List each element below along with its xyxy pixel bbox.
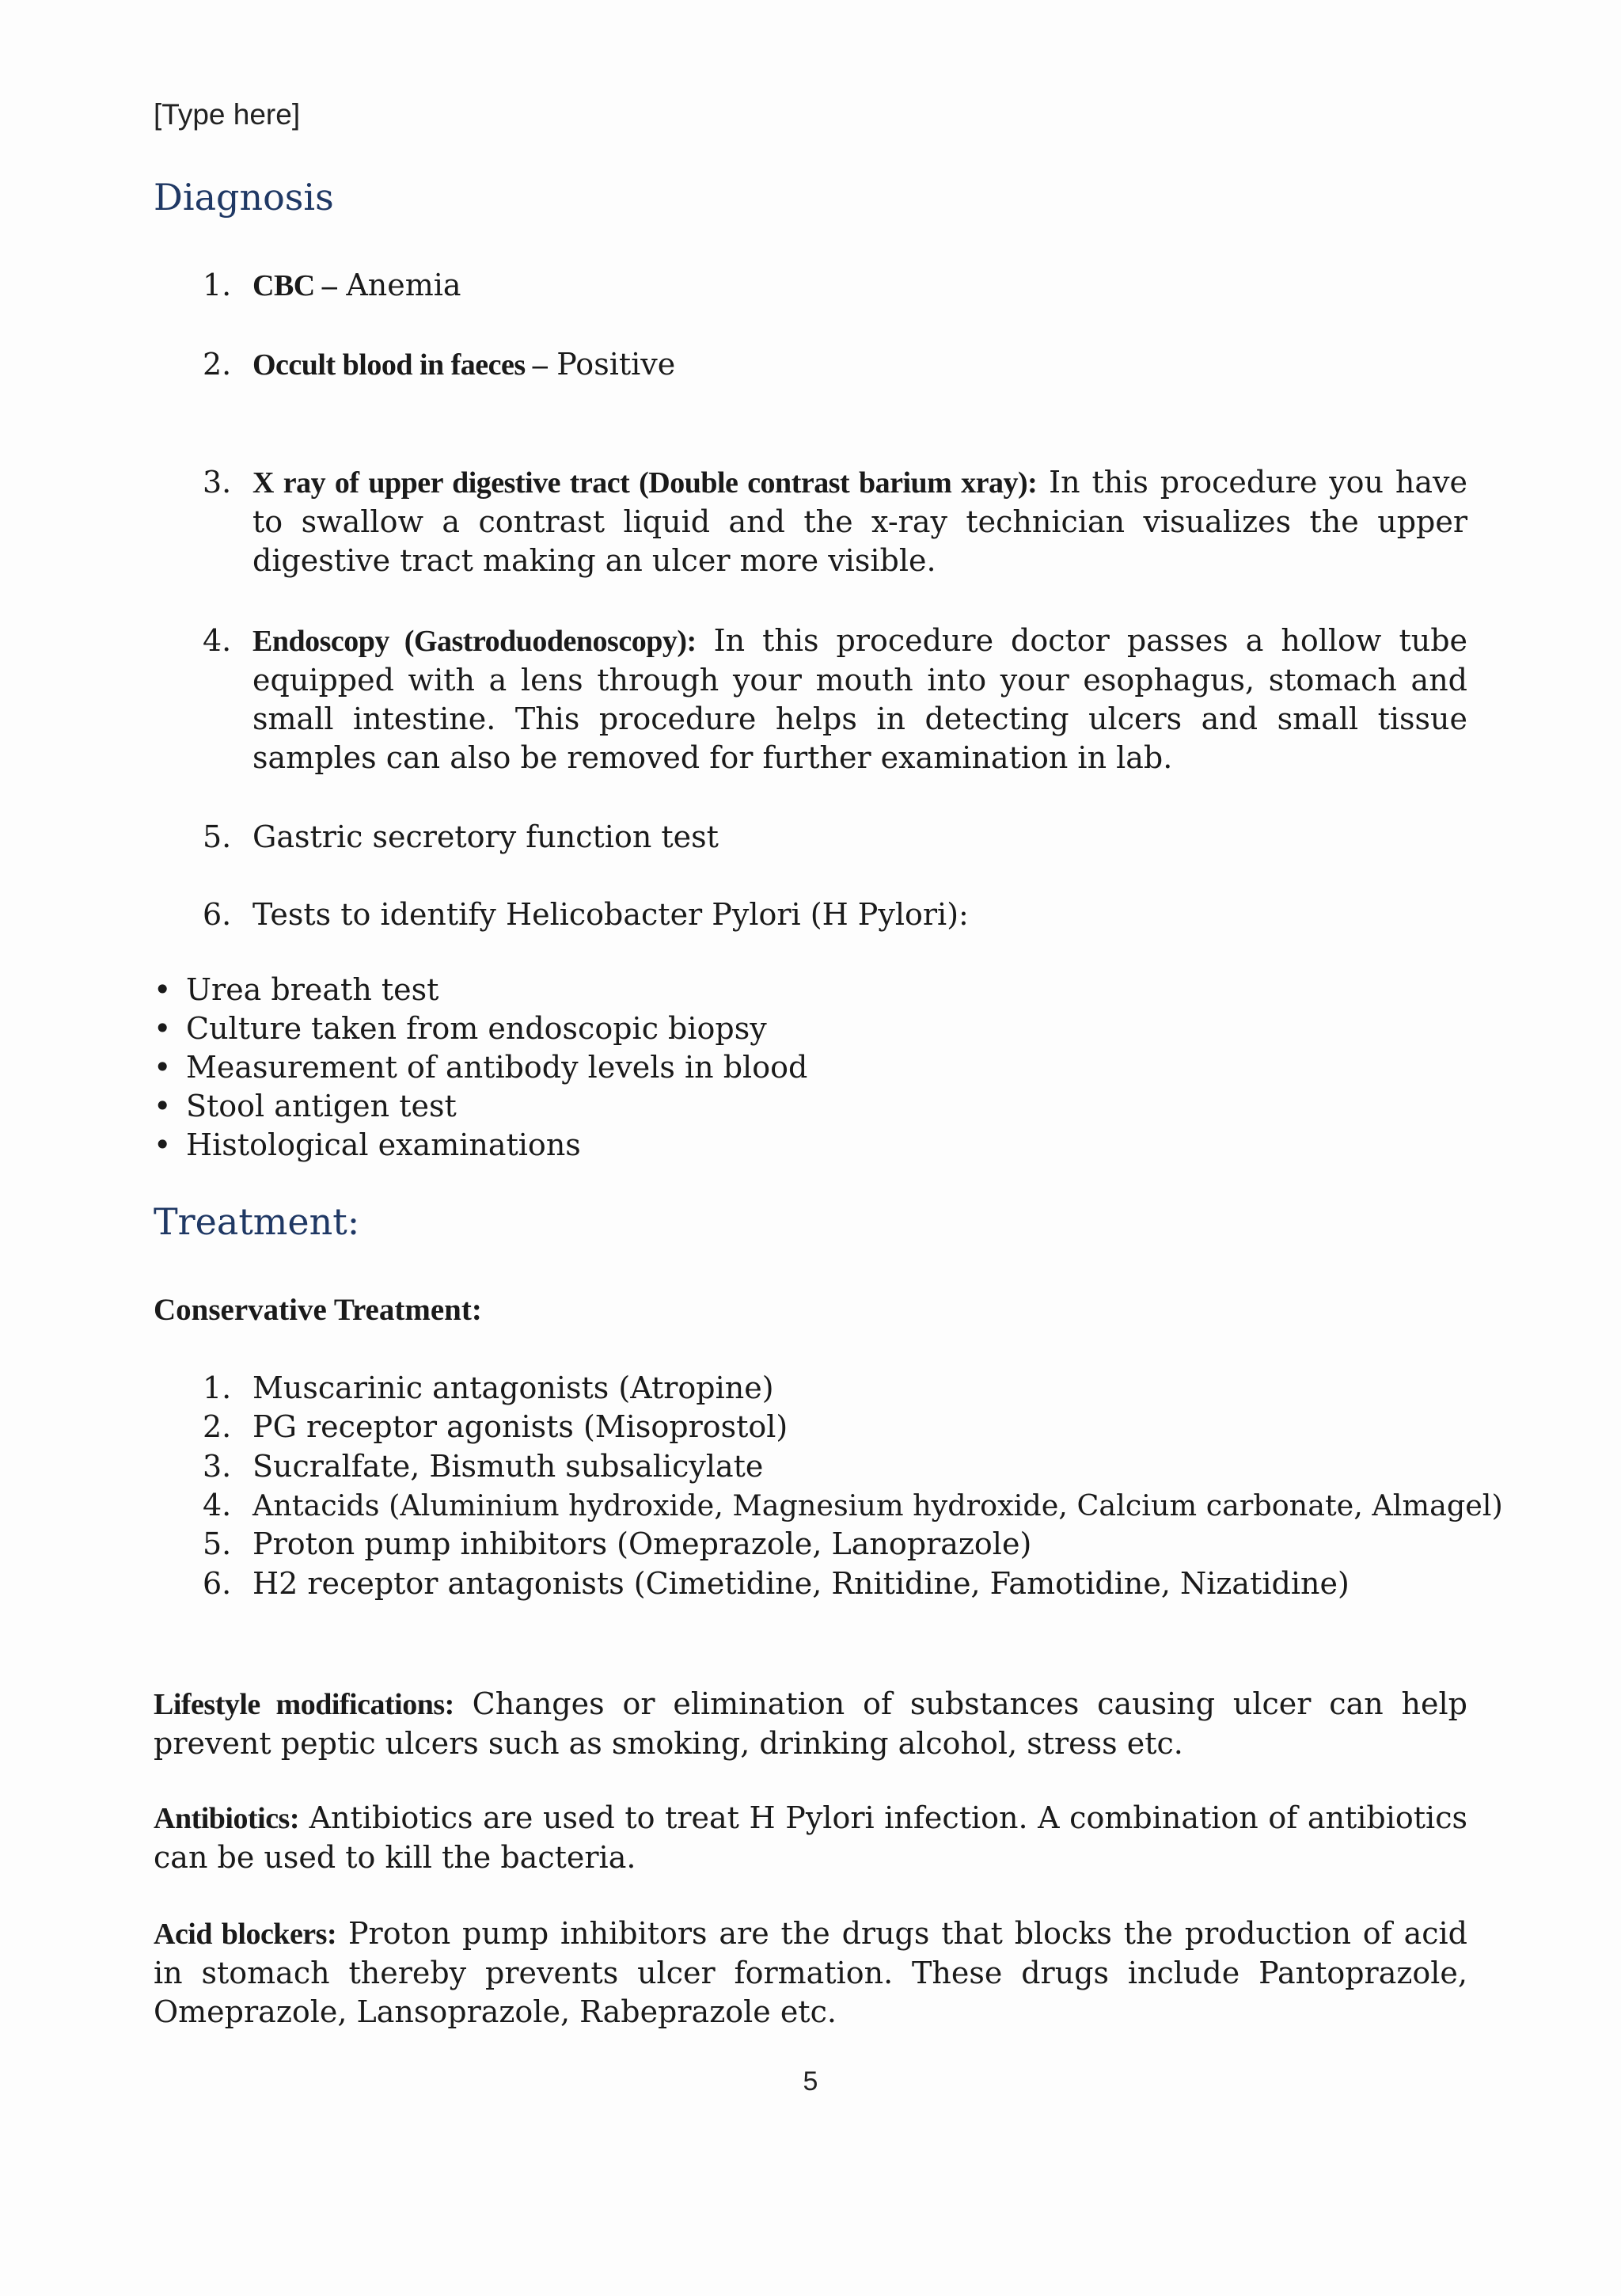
paragraph-text: Changes or elimination of substances causing ulcer can help prevent peptic ulcers such as smoking, drinking alcohol, stress etc. bbox=[154, 1686, 1467, 1761]
antibiotics-paragraph bbox=[154, 1799, 1467, 1877]
paragraph-label: Antibiotics: bbox=[154, 1802, 299, 1835]
diagnosis-item bbox=[154, 345, 1467, 385]
treatment-item bbox=[154, 1564, 1467, 1603]
treatment-item bbox=[154, 1525, 1467, 1564]
item-text: Anemia bbox=[336, 268, 461, 302]
item-number: 2. bbox=[203, 347, 232, 382]
treatment-item bbox=[154, 1369, 1467, 1408]
list-item: • Urea breath test bbox=[154, 971, 438, 1009]
paragraph-text: Proton pump inhibitors are the drugs that blocks the production of acid in stomach thereby prevents ulcer formation. These drugs include Pantoprazole, Omeprazole, Lansoprazole, Rabeprazole etc. bbox=[154, 1916, 1467, 2029]
item-text: Antacids (Aluminium hydroxide, Magnesium hydroxide, Calcium carbonate, Almagel) bbox=[252, 1488, 1503, 1522]
paragraph-label: Acid blockers: bbox=[154, 1918, 337, 1951]
header-placeholder[interactable]: [Type here] bbox=[154, 98, 301, 131]
item-number: 3. bbox=[203, 465, 232, 500]
item-bold-label: CBC – bbox=[252, 269, 337, 302]
diagnosis-item bbox=[154, 895, 1467, 934]
bullet-icon: • bbox=[154, 1011, 172, 1046]
list-item: • Measurement of antibody levels in blood bbox=[154, 1048, 807, 1087]
treatment-heading: Treatment: bbox=[154, 1200, 360, 1243]
item-number: 2. bbox=[203, 1409, 232, 1444]
item-number: 6. bbox=[203, 897, 232, 932]
page-number: 5 bbox=[803, 2066, 818, 2096]
conservative-treatment-heading: Conservative Treatment: bbox=[154, 1293, 482, 1327]
item-text: Proton pump inhibitors (Omeprazole, Lanoprazole) bbox=[252, 1526, 1032, 1561]
item-text: PG receptor agonists (Misoprostol) bbox=[252, 1409, 788, 1444]
item-number: 1. bbox=[203, 268, 232, 302]
item-bold-label: Endoscopy (Gastroduodenoscopy): bbox=[252, 625, 697, 658]
diagnosis-item bbox=[154, 463, 1467, 580]
item-number: 4. bbox=[203, 1488, 232, 1522]
item-text: H2 receptor antagonists (Cimetidine, Rnitidine, Famotidine, Nizatidine) bbox=[252, 1566, 1350, 1601]
diagnosis-item bbox=[154, 266, 1467, 306]
item-text: In this procedure you have to swallow a contrast liquid and the x-ray technician visualizes the upper digestive tract making an ulcer more visible. bbox=[252, 465, 1467, 578]
item-text: Tests to identify Helicobacter Pylori (H Pylori): bbox=[252, 897, 969, 932]
item-text: Sucralfate, Bismuth subsalicylate bbox=[252, 1449, 764, 1484]
item-text: In this procedure doctor passes a hollow tube equipped with a lens through your mouth into your esophagus, stomach and small intestine. This procedure helps in detecting ulcers and small tissue samples can also be removed for further examination in lab. bbox=[252, 623, 1468, 775]
item-number: 4. bbox=[203, 623, 232, 658]
item-text: Gastric secretory function test bbox=[252, 819, 719, 854]
bullet-icon: • bbox=[154, 972, 172, 1007]
item-text: Muscarinic antagonists (Atropine) bbox=[252, 1370, 774, 1405]
treatment-item bbox=[154, 1486, 1503, 1525]
treatment-item bbox=[154, 1408, 1467, 1446]
item-number: 5. bbox=[203, 1526, 232, 1561]
bullet-icon: • bbox=[154, 1089, 172, 1123]
item-number: 1. bbox=[203, 1370, 232, 1405]
lifestyle-paragraph bbox=[154, 1685, 1467, 1763]
acid-blockers-paragraph bbox=[154, 1914, 1467, 2032]
item-text: Positive bbox=[547, 347, 676, 382]
item-bold-label: X ray of upper digestive tract (Double contrast barium xray): bbox=[252, 466, 1038, 500]
item-number: 5. bbox=[203, 819, 232, 854]
item-number: 3. bbox=[203, 1449, 232, 1484]
paragraph-text: Antibiotics are used to treat H Pylori infection. A combination of antibiotics can be used to kill the bacteria. bbox=[154, 1800, 1467, 1875]
item-number: 6. bbox=[203, 1566, 232, 1601]
diagnosis-item bbox=[154, 622, 1467, 777]
bullet-icon: • bbox=[154, 1127, 172, 1162]
diagnosis-heading: Diagnosis bbox=[154, 176, 334, 219]
list-item: • Stool antigen test bbox=[154, 1087, 457, 1126]
list-item: • Culture taken from endoscopic biopsy bbox=[154, 1009, 767, 1048]
bullet-icon: • bbox=[154, 1050, 172, 1085]
diagnosis-item bbox=[154, 818, 1467, 857]
list-item: • Histological examinations bbox=[154, 1126, 581, 1165]
item-bold-label: Occult blood in faeces – bbox=[252, 348, 548, 382]
treatment-item bbox=[154, 1447, 1467, 1486]
paragraph-label: Lifestyle modifications: bbox=[154, 1688, 454, 1721]
